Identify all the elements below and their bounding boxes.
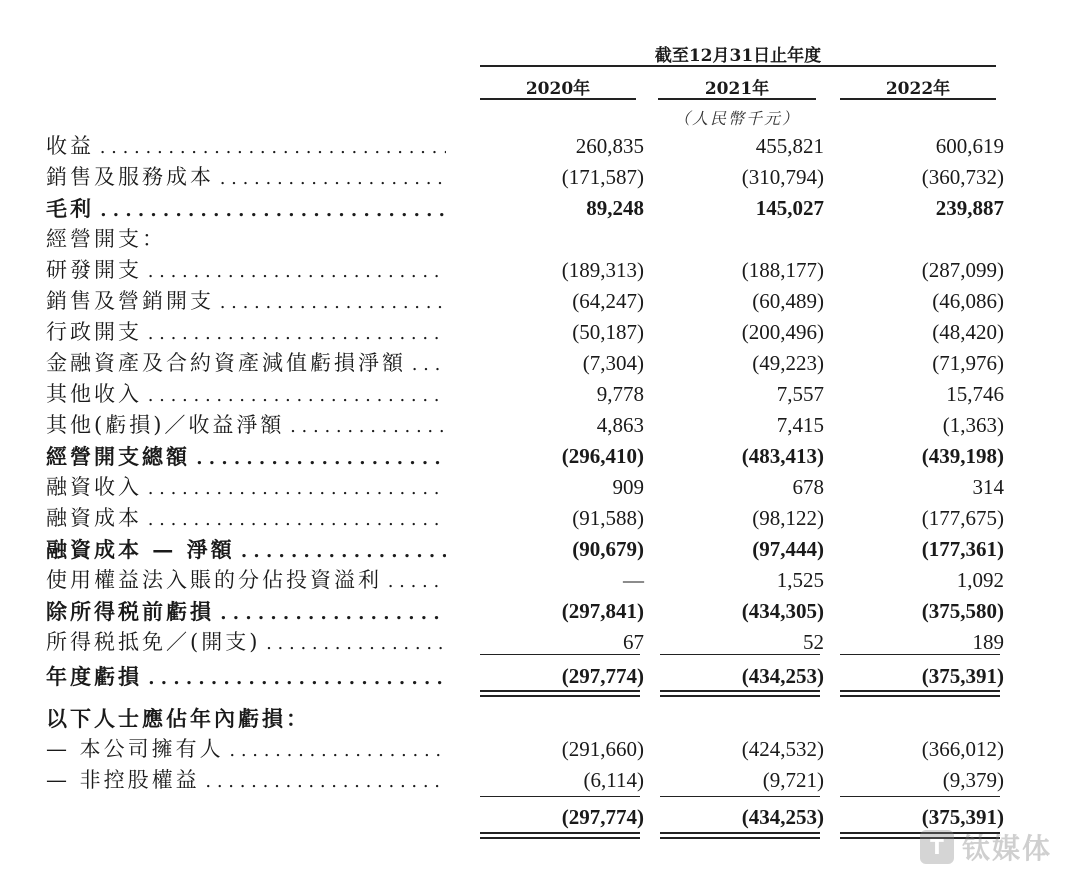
value-2020: (50,187) <box>572 320 644 344</box>
row-label: 所得税抵免／(開支) . . . <box>46 627 446 658</box>
value-2020: (291,660) <box>561 737 644 761</box>
value-2022: 600,619 <box>935 134 1004 158</box>
value-2021: 455,821 <box>755 134 824 158</box>
value-2021: 678 <box>792 475 824 499</box>
value-2021: 1,525 <box>776 568 824 592</box>
table-row-total-operating-expenses <box>0 441 1080 472</box>
value-2022: (439,198) <box>921 444 1004 468</box>
subtotal-rule-2020 <box>480 654 640 655</box>
attribution-double-rule-2020 <box>480 832 640 839</box>
value-2021: (188,177) <box>741 258 824 282</box>
row-label: 除所得税前虧損 . . . <box>46 596 446 627</box>
table-row <box>0 255 1080 286</box>
row-label: — 本公司擁有人 . . . <box>46 734 446 765</box>
row-label: 銷售及服務成本 . . . <box>46 162 446 193</box>
value-2021: (49,223) <box>752 351 824 375</box>
table-row <box>0 503 1080 534</box>
row-label: 其他(虧損)／收益淨額 . . . <box>46 410 446 441</box>
value-2022: (366,012) <box>921 737 1004 761</box>
value-2021: (434,305) <box>741 599 824 623</box>
value-2020: (90,679) <box>572 537 644 561</box>
value-2022: 15,746 <box>946 382 1004 406</box>
row-label: 經營開支： <box>46 227 166 251</box>
value-2022: (177,675) <box>921 506 1004 530</box>
watermark-logo-icon: T <box>920 830 954 864</box>
value-2020: (171,587) <box>561 165 644 189</box>
row-label: 融資成本 — 淨額 . . . <box>46 534 446 565</box>
value-2020: 89,248 <box>586 196 644 220</box>
row-label: 研發開支 . . . <box>46 255 446 286</box>
year-underline-2020 <box>480 98 636 100</box>
watermark <box>920 828 1052 866</box>
value-2021: (97,444) <box>752 537 824 561</box>
value-2021: (310,794) <box>741 165 824 189</box>
value-2020: 260,835 <box>575 134 644 158</box>
value-2022: (375,391) <box>921 805 1004 829</box>
attribution-rule-2022 <box>840 796 1000 797</box>
value-2021: 7,557 <box>776 382 824 406</box>
value-2020: 4,863 <box>596 413 644 437</box>
total-double-rule-2020 <box>480 690 640 697</box>
row-label: 行政開支 . . . <box>46 317 446 348</box>
value-2021: (483,413) <box>741 444 824 468</box>
value-2022: (287,099) <box>921 258 1004 282</box>
value-2021: 145,027 <box>755 196 824 220</box>
value-2021: (424,532) <box>741 737 824 761</box>
value-2020: (297,841) <box>561 599 644 623</box>
value-2020: (189,313) <box>561 258 644 282</box>
value-2022: 1,092 <box>956 568 1004 592</box>
cropped-previous-line <box>120 0 640 8</box>
table-row <box>0 565 1080 596</box>
table-row <box>0 131 1080 162</box>
row-label: 融資成本 . . . <box>46 503 446 534</box>
section-heading-operating-expenses <box>0 224 1080 255</box>
year-underline-2022 <box>840 98 996 100</box>
year-header-2022: 2022年 <box>885 79 951 99</box>
value-2021: 7,415 <box>776 413 824 437</box>
period-underline <box>480 65 996 67</box>
value-2020: (297,774) <box>561 805 644 829</box>
value-2021: (434,253) <box>741 664 824 688</box>
row-label: 使用權益法入賬的分佔投資溢利 . . . <box>46 565 446 596</box>
table-row <box>0 410 1080 441</box>
row-label: 以下人士應佔年內虧損： <box>46 706 310 731</box>
year-underline-2021 <box>658 98 816 100</box>
value-2021: (9,721) <box>762 768 824 792</box>
value-2021: (60,489) <box>752 289 824 313</box>
value-2020: 9,778 <box>596 382 644 406</box>
attribution-rule-2021 <box>660 796 820 797</box>
value-2020: — <box>623 568 644 592</box>
table-row-loss-before-tax <box>0 596 1080 627</box>
attribution-rule-2020 <box>480 796 640 797</box>
value-2022: 314 <box>972 475 1004 499</box>
value-2022: (177,361) <box>921 537 1004 561</box>
value-2020: (6,114) <box>583 768 644 792</box>
table-row-net-finance-costs <box>0 534 1080 565</box>
value-2021: (434,253) <box>741 805 824 829</box>
value-2022: (375,391) <box>921 664 1004 688</box>
value-2020: 67 <box>623 630 644 654</box>
value-2021: (98,122) <box>752 506 824 530</box>
subtotal-rule-2021 <box>660 654 820 655</box>
table-row <box>0 379 1080 410</box>
value-2022: (360,732) <box>921 165 1004 189</box>
table-row <box>0 348 1080 379</box>
table-row <box>0 765 1080 796</box>
attribution-heading <box>0 703 1080 734</box>
value-2022: 239,887 <box>935 196 1004 220</box>
table-row-annual-loss <box>0 661 1080 692</box>
table-row <box>0 734 1080 765</box>
year-header-2021: 2021年 <box>704 79 770 99</box>
attribution-double-rule-2021 <box>660 832 820 839</box>
value-2022: (375,580) <box>921 599 1004 623</box>
table-row <box>0 286 1080 317</box>
year-header-2020: 2020年 <box>525 79 591 99</box>
value-2021: 52 <box>803 630 824 654</box>
row-label: 年度虧損 . . . <box>46 661 446 692</box>
value-2022: (46,086) <box>932 289 1004 313</box>
row-label: 收益 . . . <box>46 131 446 162</box>
row-label: 融資收入 . . . <box>46 472 446 503</box>
value-2020: (7,304) <box>582 351 644 375</box>
row-label: 金融資產及合約資產減值虧損淨額 . . . <box>46 348 446 379</box>
value-2021: (200,496) <box>741 320 824 344</box>
value-2020: (91,588) <box>572 506 644 530</box>
value-2022: (1,363) <box>942 413 1004 437</box>
period-title: 截至12月31日止年度 <box>654 46 822 66</box>
value-2020: (64,247) <box>572 289 644 313</box>
value-2020: 909 <box>612 475 644 499</box>
row-label: 經營開支總額 . . . <box>46 441 446 472</box>
value-2022: (9,379) <box>942 768 1004 792</box>
currency-unit: （人民幣千元） <box>673 109 800 128</box>
watermark-text: 钛媒体 <box>962 832 1053 865</box>
row-label: 其他收入 . . . <box>46 379 446 410</box>
value-2022: (48,420) <box>932 320 1004 344</box>
table-row <box>0 317 1080 348</box>
row-label: — 非控股權益 . . . <box>46 765 446 796</box>
row-label: 銷售及營銷開支 . . . <box>46 286 446 317</box>
value-2020: (297,774) <box>561 664 644 688</box>
table-row-attribution-total <box>0 802 1080 833</box>
table-row-gross-profit <box>0 193 1080 224</box>
row-label: 毛利 . . . <box>46 193 446 224</box>
subtotal-rule-2022 <box>840 654 1000 655</box>
table-row <box>0 472 1080 503</box>
total-double-rule-2022 <box>840 690 1000 697</box>
value-2022: 189 <box>972 630 1004 654</box>
value-2020: (296,410) <box>561 444 644 468</box>
table-row <box>0 162 1080 193</box>
total-double-rule-2021 <box>660 690 820 697</box>
value-2022: (71,976) <box>932 351 1004 375</box>
